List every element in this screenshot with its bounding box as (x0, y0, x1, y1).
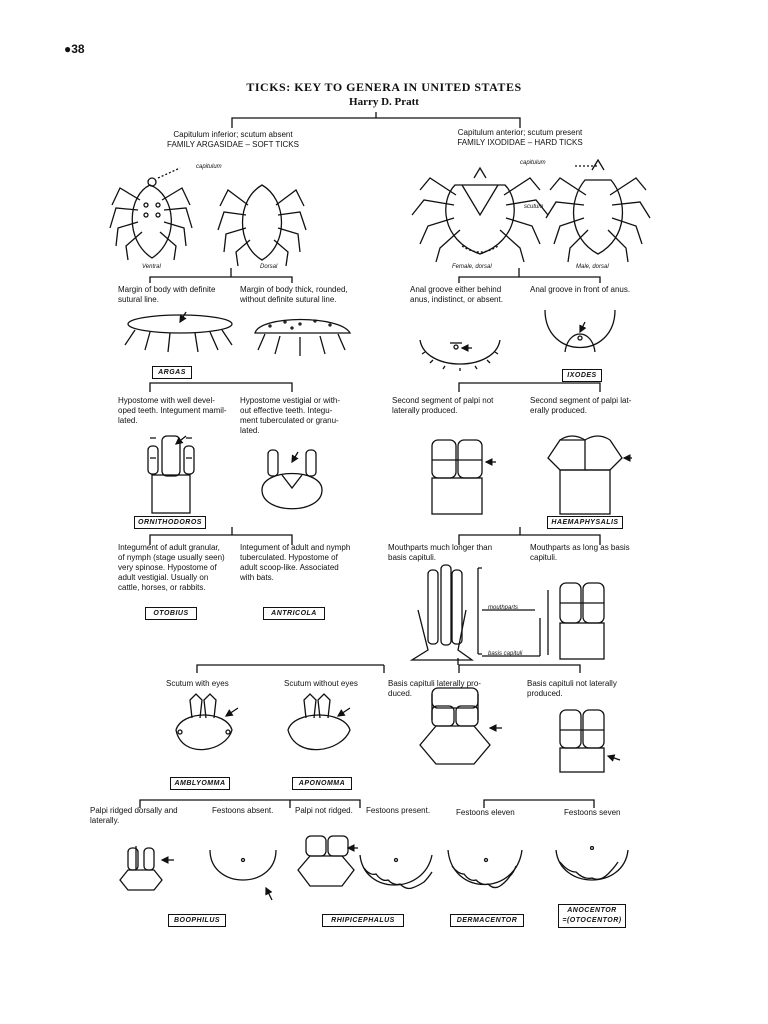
page-title: TICKS: KEY TO GENERA IN UNITED STATES (246, 80, 522, 94)
genus-anocentor-synonym: =(OTOCENTOR) (562, 917, 622, 924)
aponomma-drawing (288, 694, 350, 750)
couplet-anal-behind: Anal groove either behind anus, indistinct, or absent. (410, 285, 503, 304)
couplet-hypostome-vestigial: Hypostome vestigial or with- out effective teeth. Integu- ment tuberculated or granu- lated. (240, 396, 341, 435)
connector-hard-2 (459, 383, 600, 392)
soft-tick-dorsal-drawing (218, 185, 306, 266)
couplet-mouthparts-as-long: Mouthparts as long as basis capituli. (530, 543, 630, 562)
couplet-anal-front: Anal groove in front of anus. (530, 285, 631, 294)
couplet-mouthparts-longer: Mouthparts much longer than basis capituli. (388, 543, 493, 562)
rhipicephalus-palpi-drawing (298, 836, 358, 886)
connector-soft-1 (150, 277, 292, 283)
argas-drawing (125, 312, 232, 352)
genus-anocentor (558, 904, 626, 928)
genus-antricola: ANTRICOLA (263, 607, 325, 620)
couplet-basis-lateral: Basis capituli laterally pro- duced. (388, 679, 481, 698)
couplet-margin-thick: Margin of body thick, rounded, without definite sutural line. (240, 285, 348, 304)
page-number: ●38 (64, 42, 85, 56)
genus-argas: ARGAS (152, 366, 192, 379)
basis-not-lateral-drawing (560, 710, 620, 772)
genus-anocentor-name: ANOCENTOR (567, 907, 617, 914)
boophilus-drawing (120, 846, 174, 890)
couplet-margin-definite: Margin of body with definite sutural line. (118, 285, 216, 304)
festoons-absent-drawing (210, 850, 276, 900)
genus-amblyomma: AMBLYOMMA (170, 777, 230, 790)
genus-boophilus: BOOPHILUS (168, 914, 226, 927)
anal-groove-front-drawing (545, 310, 615, 352)
couplet-palpi-not-ridged: Palpi not ridged. (295, 806, 353, 815)
hard-tick-female-drawing (412, 168, 548, 262)
connector-festoons (484, 800, 594, 808)
couplet-festoons-seven: Festoons seven (564, 808, 621, 817)
couplet-scutum-no-eyes: Scutum without eyes (284, 679, 358, 688)
label-basis-capituli: basis capituli (488, 651, 523, 657)
anocentor-festoons-drawing (556, 847, 628, 881)
hard-ticks-branch: Capitulum anterior; scutum present FAMILY IXODIDAE – HARD TICKS (457, 128, 583, 147)
dermacentor-festoons-drawing (448, 850, 522, 888)
ornithodoros-side-drawing (255, 320, 350, 357)
genus-otobius: OTOBIUS (145, 607, 197, 620)
palpi-not-lateral-drawing (432, 440, 496, 514)
connector-top (232, 112, 520, 128)
genus-rhipicephalus: RHIPICEPHALUS (322, 914, 404, 927)
connector-hard-1 (459, 277, 600, 283)
haemaphysalis-drawing (548, 436, 632, 514)
couplet-integument-tuberculated: Integument of adult and nymph tuberculated. Hypostome of adult scoop-like. Associated with bats. (240, 543, 351, 582)
couplet-festoons-eleven: Festoons eleven (456, 808, 515, 817)
couplet-festoons-absent: Festoons absent. (212, 806, 274, 815)
label-female-dorsal: Female, dorsal (452, 264, 492, 270)
ornithodoros-mouthparts-drawing (148, 436, 194, 513)
connector-basis (459, 665, 580, 673)
basis-lateral-drawing (420, 688, 502, 764)
genus-aponomma: APONOMMA (292, 777, 352, 790)
couplet-palpi-not-lateral: Second segment of palpi not laterally produced. (392, 396, 494, 415)
label-male-dorsal: Male, dorsal (576, 264, 609, 270)
couplet-scutum-eyes: Scutum with eyes (166, 679, 229, 688)
connector-scutum (197, 665, 384, 673)
short-mouthparts-drawing (548, 583, 604, 659)
couplet-festoons-present: Festoons present. (366, 806, 431, 815)
couplet-integument-granular: Integument of adult granular, of nymph (stage usually seen) very spinose. Hypostome of adult vestigial. Usually on cattle, horses, or rabbits. (118, 543, 225, 592)
label-capitulum-soft: capitulum (196, 164, 222, 170)
anal-groove-behind-drawing (420, 340, 500, 371)
couplet-palpi-lateral: Second segment of palpi lat- erally produced. (530, 396, 632, 415)
genus-dermacentor: DERMACENTOR (450, 914, 524, 927)
amblyomma-drawing (176, 694, 238, 750)
antricola-drawing (262, 450, 322, 509)
author: Harry D. Pratt (349, 96, 419, 108)
soft-tick-ventral-drawing (110, 168, 192, 260)
long-mouthparts-drawing (412, 565, 540, 660)
label-dorsal: Dorsal (260, 264, 278, 270)
couplet-palpi-ridged: Palpi ridged dorsally and laterally. (90, 806, 178, 825)
hard-tick-male-drawing (546, 160, 650, 262)
genus-haemaphysalis: HAEMAPHYSALIS (547, 516, 623, 529)
genus-ornithodoros: ORNITHODOROS (134, 516, 206, 529)
couplet-hypostome-teeth: Hypostome with well devel- oped teeth. Integument mamil- lated. (118, 396, 227, 425)
rhipicephalus-festoons-drawing (360, 855, 432, 889)
connector-soft-2 (150, 383, 292, 392)
couplet-basis-not-lateral: Basis capituli not laterally produced. (527, 679, 617, 698)
label-mouthparts: mouthparts (488, 605, 519, 611)
soft-ticks-branch: Capitulum inferior; scutum absent FAMILY ARGASIDAE – SOFT TICKS (167, 130, 299, 149)
label-capitulum-hard: capitulum (520, 160, 546, 166)
label-ventral: Ventral (142, 264, 161, 270)
genus-ixodes: IXODES (562, 369, 602, 382)
label-scutum: scutum (524, 204, 544, 210)
